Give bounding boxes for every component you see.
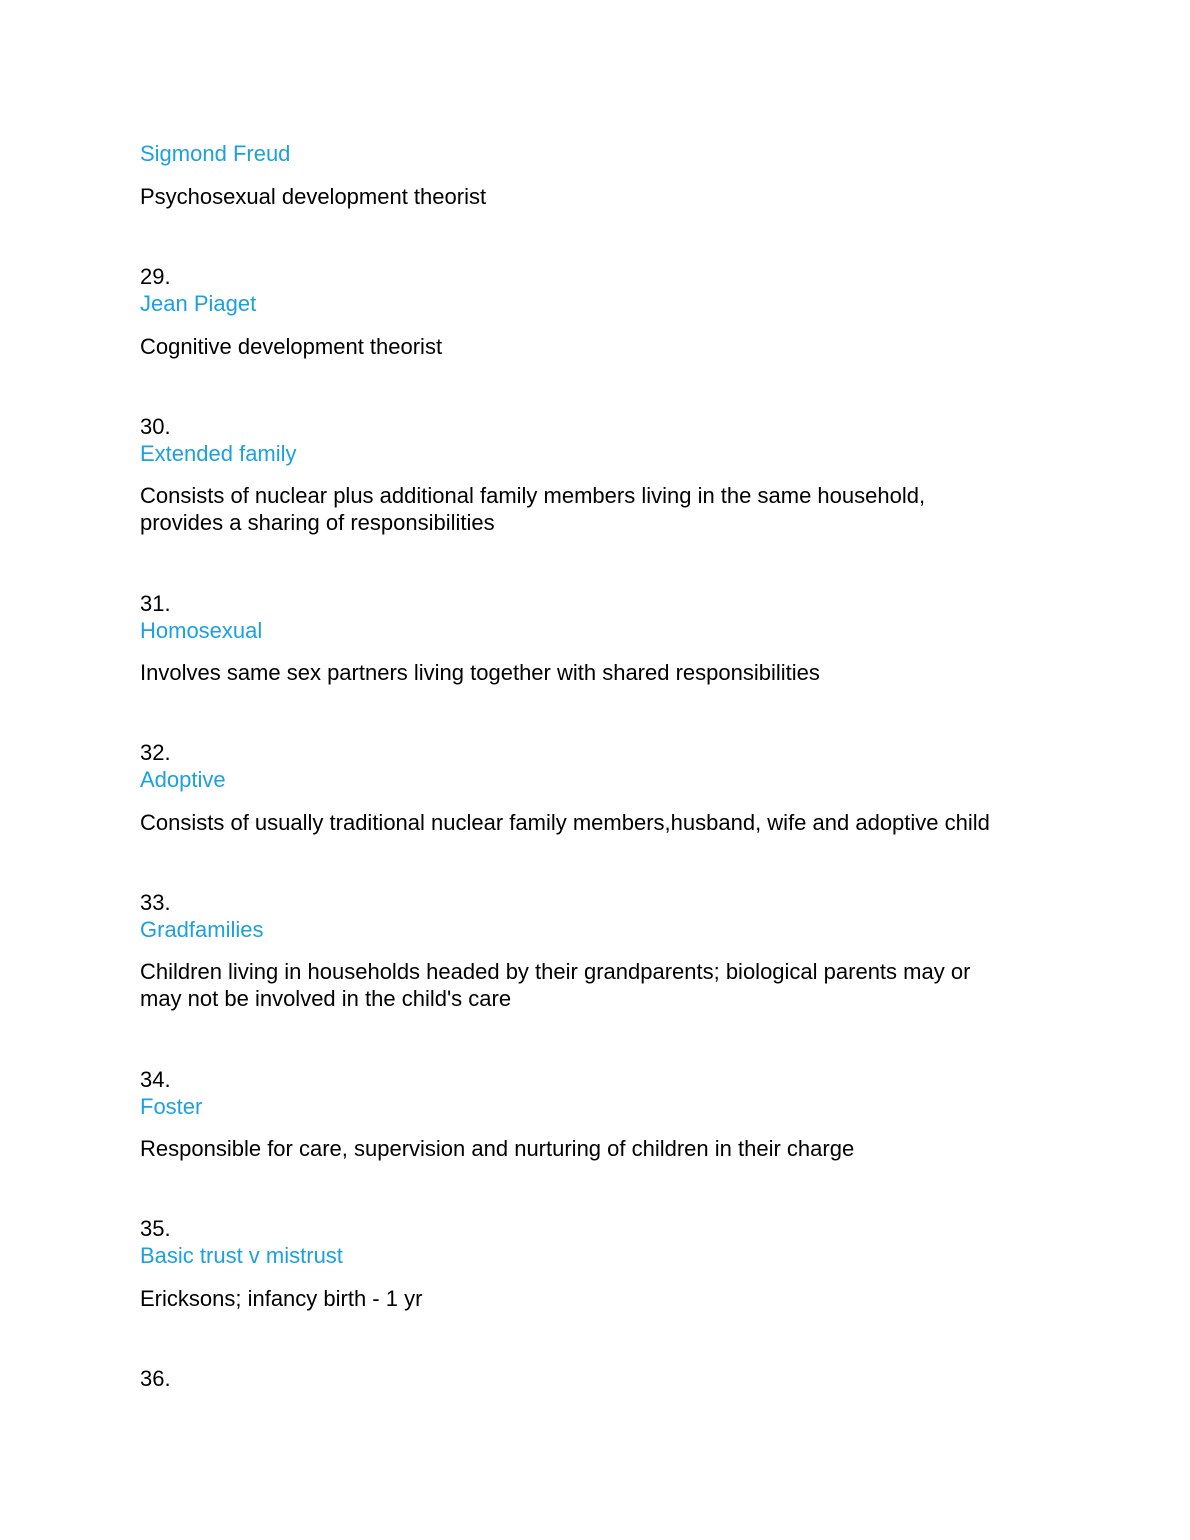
entry-definition: Consists of nuclear plus additional family members living in the same household, xyxy=(140,483,926,508)
entry-definition: Involves same sex partners living together with shared responsibilities xyxy=(140,660,820,685)
entry-number: 35. xyxy=(140,1216,171,1241)
entry-term: Homosexual xyxy=(140,618,263,643)
entry-term: Foster xyxy=(140,1094,203,1119)
entry-definition: Consists of usually traditional nuclear family members,husband, wife and adoptive child xyxy=(140,810,990,835)
entry-term: Gradfamilies xyxy=(140,917,264,942)
entry-number: 30. xyxy=(140,414,171,439)
entry-term: Jean Piaget xyxy=(140,291,257,316)
entry-number: 34. xyxy=(140,1067,171,1092)
entry-number: 29. xyxy=(140,264,171,289)
entry-number: 33. xyxy=(140,890,171,915)
entry-term: Basic trust v mistrust xyxy=(140,1243,343,1268)
entry-number: 31. xyxy=(140,591,171,616)
entry-term: Sigmond Freud xyxy=(140,141,291,166)
entry-term: Adoptive xyxy=(140,767,226,792)
entry-definition: Children living in households headed by their grandparents; biological parents may or xyxy=(140,959,971,984)
entry-definition: Psychosexual development theorist xyxy=(140,184,487,209)
entry-definition: may not be involved in the child's care xyxy=(140,986,512,1011)
entry-number: 36. xyxy=(140,1366,171,1391)
entry-definition: provides a sharing of responsibilities xyxy=(140,510,495,535)
entry-definition: Ericksons; infancy birth - 1 yr xyxy=(140,1286,423,1311)
entry-definition: Cognitive development theorist xyxy=(140,334,443,359)
entry-term: Extended family xyxy=(140,441,297,466)
entry-number: 32. xyxy=(140,740,171,765)
entry-definition: Responsible for care, supervision and nurturing of children in their charge xyxy=(140,1136,855,1161)
